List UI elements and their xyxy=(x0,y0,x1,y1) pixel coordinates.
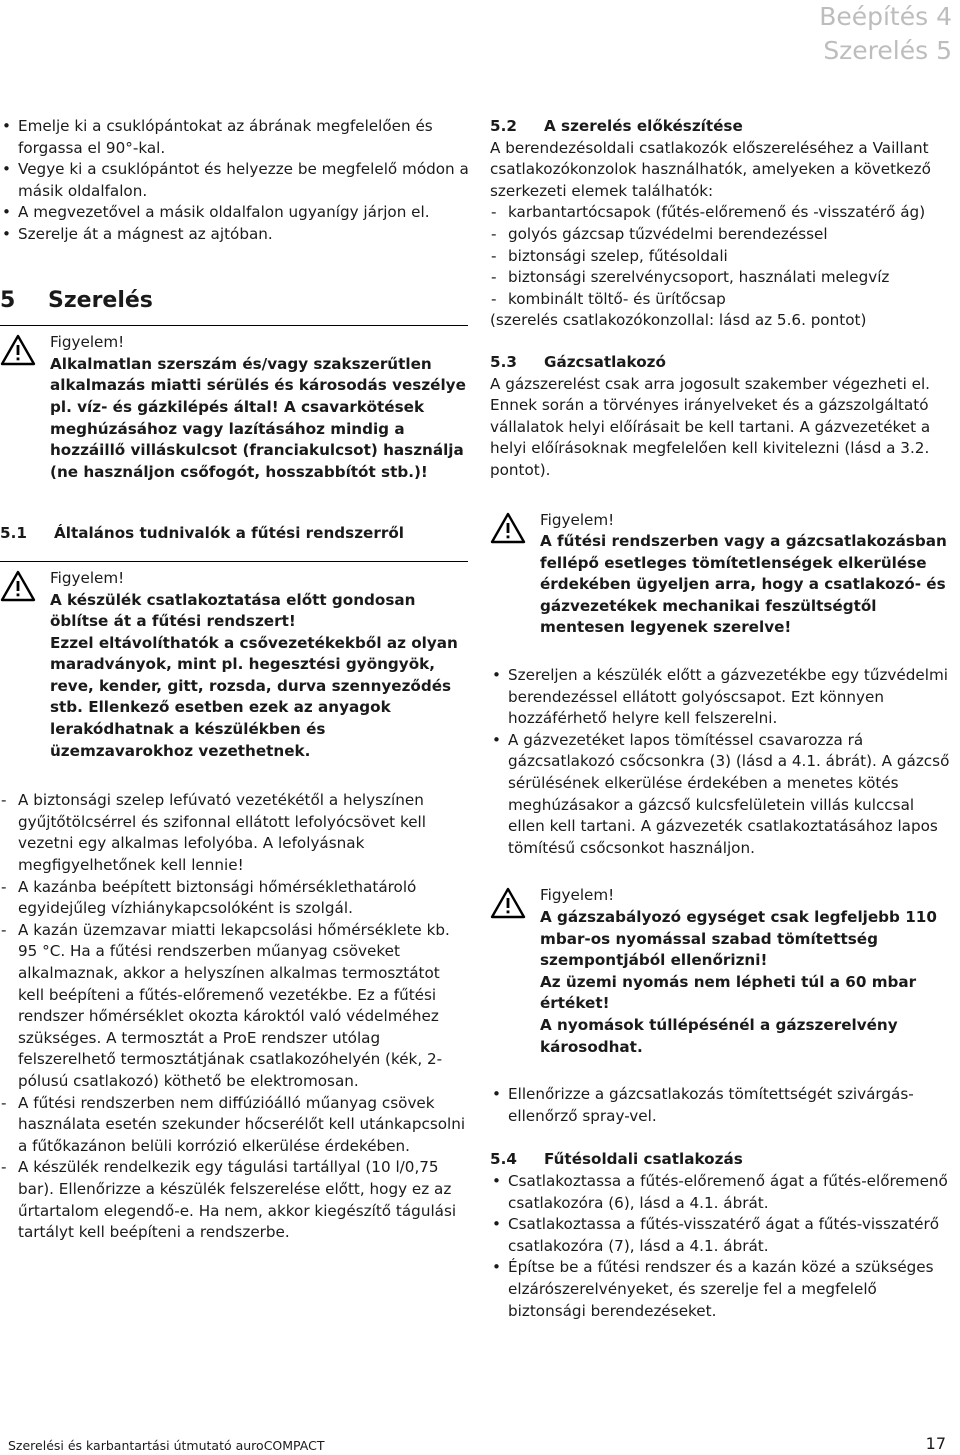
warning-icon xyxy=(490,510,540,640)
warning-block-flush xyxy=(0,568,470,762)
warning-text: Alkalmatlan szerszám és/vagy szakszerűtlen alkalmazás miatti sérülés és károsodás veszélye pl. víz- és gázkilépés által! A csavarkötések meghúzásához vagy lazításához mindig a hozzáillő villáskulcsot (franciakulcsot) használja (ne használjon csőfogót, hosszabbítót stb.)! xyxy=(50,354,466,481)
list-item: - golyós gázcsap tűzvédelmi berendezéssel xyxy=(490,224,955,246)
warning-text: A nyomások túllépésénél a gázszerelvény károsodhat. xyxy=(540,1015,898,1056)
list-item: - biztonsági szelep, fűtésoldali xyxy=(490,246,955,268)
list-item: • Csatlakoztassa a fűtés-visszatérő ágat a fűtés-visszatérő csatlakozóra (7), lásd a 4.1. ábrát. xyxy=(490,1214,955,1257)
warning-block-tools xyxy=(0,332,470,483)
warning-title: Figyelem! xyxy=(50,568,125,587)
list-item: • Vegye ki a csuklópántot és helyezze be megfelelő módon a másik oldalfalon. xyxy=(0,159,470,202)
header-chapter-4: Beépítés 4 xyxy=(819,2,952,31)
list-item: - karbantartócsapok (fűtés-előremenő és -visszatérő ág) xyxy=(490,202,955,224)
left-column xyxy=(0,116,470,1244)
hinge-steps-list xyxy=(0,116,470,246)
chapter-title: Szerelés xyxy=(48,287,153,313)
right-column xyxy=(490,116,955,1322)
list-item: • Csatlakoztassa a fűtés-előremenő ágat a fűtés-előremenő csatlakozóra (6), lásd a 4.1. ábrát. xyxy=(490,1171,955,1214)
list-item: • A gázvezetéket lapos tömítéssel csavarozza rá gázcsatlakozó csőcsonkra (3) (lásd a 4.1. ábrát). A gázcső sérülésének elkerülése érdekében a menetes kötés meghúzásakor a gázcső kulcsfelületein villás kulccsal ellen kell tartani. A gázvezeték csatlakoztatásához lapos tömítésű csőcsonkot használjon. xyxy=(490,730,955,860)
list-item: • Emelje ki a csuklópántokat az ábrának megfelelően és forgassa el 90°-kal. xyxy=(0,116,470,159)
warning-title: Figyelem! xyxy=(50,333,125,352)
list-item: - A kazán üzemzavar miatti lekapcsolási hőmérséklete kb. 95 °C. Ha a fűtési rendszerben műanyag csöveket alkalmaznak, akkor a helyszínen alkalmas termosztátot kell beépíteni a fűtés-előremenő vezetékbe. Ez a fűtési rendszer hőmérséklet okozta károktól való védelméhez szükséges. A termosztát a ProE rendszer utólag felszerelhető termosztátjának csatlakozóhelyén (kék, 2-pólusú csatlakozó) köthető be elektromosan. xyxy=(0,920,470,1093)
list-item: • A megvezetővel a másik oldalfalon ugyanígy járjon el. xyxy=(0,202,470,224)
section-title: Gázcsatlakozó xyxy=(544,352,666,371)
warning-text: A készülék csatlakoztatása előtt gondosan öblítse át a fűtési rendszert! xyxy=(50,590,416,631)
list-item: - A készülék rendelkezik egy tágulási tartállyal (10 l/0,75 bar). Ellenőrizze a készülék felszerelése előtt, hogy ez az űrtartalom elegendő-e. Ha nem, akkor kiegészítő tágulási tartályt kell beépíteni a rendszerbe. xyxy=(0,1157,470,1243)
list-item: - A biztonsági szelep lefúvató vezetékétől a helyszínen gyűjtőtölcsérrel és szifonnal ellátott lefolyócsövet kell vezetni egy alkalmas lefolyóba. A lefolyásnak megfigyelhetőnek kell lennie! xyxy=(0,790,470,876)
section-number: 5.1 xyxy=(0,524,27,543)
paragraph: (szerelés csatlakozókonzollal: lásd az 5.6. pontot) xyxy=(490,311,867,330)
list-item: - biztonsági szerelvénycsoport, használati melegvíz xyxy=(490,267,955,289)
heating-connection-list xyxy=(490,1171,955,1322)
warning-text: A gázszabályozó egységet csak legfeljebb 110 mbar-os nyomással szabad tömítettség szempontjából ellenőrizni! xyxy=(540,908,937,970)
warning-text: A fűtési rendszerben vagy a gázcsatlakozásban fellépő esetleges tömítetlenségek elkerülése érdekében ügyeljen arra, hogy a csatlakozó- és gázvezetékek mechanikai feszültségtől mentesen legyenek szerelve! xyxy=(540,532,947,637)
header-chapter-5: Szerelés 5 xyxy=(823,36,952,65)
warning-title: Figyelem! xyxy=(540,510,615,529)
section-title: Fűtésoldali csatlakozás xyxy=(544,1150,743,1169)
section-number: 5.3 xyxy=(490,352,517,371)
section-heading-5-1 xyxy=(0,523,468,562)
warning-title: Figyelem! xyxy=(540,886,615,905)
section-number: 5.4 xyxy=(490,1150,517,1169)
section-heading-5-4 xyxy=(490,1149,955,1171)
section-heading-5-2 xyxy=(490,116,955,138)
list-item: - A kazánba beépített biztonsági hőmérséklethatároló egyidejűleg vízhiánykapcsolóként is szolgál. xyxy=(0,877,470,920)
footer-title: Szerelési és karbantartási útmutató auroCOMPACT xyxy=(8,1438,325,1453)
list-item: • Ellenőrizze a gázcsatlakozás tömítettségét szivárgás-ellenőrző spray-vel. xyxy=(490,1084,955,1127)
console-parts-list xyxy=(490,202,955,310)
paragraph: A berendezésoldali csatlakozók előszereléséhez a Vaillant csatlakozókonzolok használhatók, amelyeken a következő szerkezeti elemek találhatók: xyxy=(490,138,931,200)
section-number: 5.2 xyxy=(490,117,517,135)
warning-block-leaks xyxy=(490,510,955,640)
warning-icon xyxy=(0,332,50,483)
list-item: • Építse be a fűtési rendszer és a kazán közé a szükséges elzárószerelvényeket, és szerelje fel a megfelelő biztonsági berendezéseket. xyxy=(490,1257,955,1322)
section-title: A szerelés előkészítése xyxy=(544,117,743,135)
heating-notes-list xyxy=(0,790,470,1243)
chapter-heading xyxy=(0,287,468,327)
section-title: Általános tudnivalók a fűtési rendszerről xyxy=(54,524,404,543)
warning-text: Az üzemi nyomás nem lépheti túl a 60 mbar értéket! xyxy=(540,972,917,1013)
list-item: - A fűtési rendszerben nem diffúzióálló műanyag csövek használata esetén szekunder hőcserélőt kell utánkapcsolni a fűtőkazánon belüli korrózió elkerülése érdekében. xyxy=(0,1093,470,1158)
section-heading-5-3 xyxy=(490,352,955,374)
page-header xyxy=(819,0,952,68)
gas-steps-list xyxy=(490,665,955,859)
warning-icon xyxy=(0,568,50,762)
warning-text: Ezzel eltávolíthatók a csővezetékekből az olyan maradványok, mint pl. hegesztési gyöngyök, reve, kender, gitt, rozsda, durva szennyeződés stb. Ellenkező esetben ezek az anyagok lerakódhatnak a készülékben és üzemzavarokhoz vezethetnek. xyxy=(50,633,458,760)
list-item: • Szerelje át a mágnest az ajtóban. xyxy=(0,224,470,246)
list-item: • Szereljen a készülék előtt a gázvezetékbe egy tűzvédelmi berendezéssel ellátott golyóscsapot. Ezt könnyen hozzáférhető helyre kell felszerelni. xyxy=(490,665,955,730)
list-item: - kombinált töltő- és ürítőcsap xyxy=(490,289,955,311)
warning-icon xyxy=(490,885,540,1058)
chapter-number: 5 xyxy=(0,287,16,313)
page-number: 17 xyxy=(925,1434,946,1453)
warning-block-pressure xyxy=(490,885,955,1058)
paragraph: A gázszerelést csak arra jogosult szakember végezheti el. Ennek során a törvényes irányelveket és a gázszolgáltató vállalatok helyi előírásait be kell tartani. A gázvezetéket a helyi előírásoknak megfelelően kell kivitelezni (lásd a 3.2. pontot). xyxy=(490,374,931,479)
gas-check-list xyxy=(490,1084,955,1127)
